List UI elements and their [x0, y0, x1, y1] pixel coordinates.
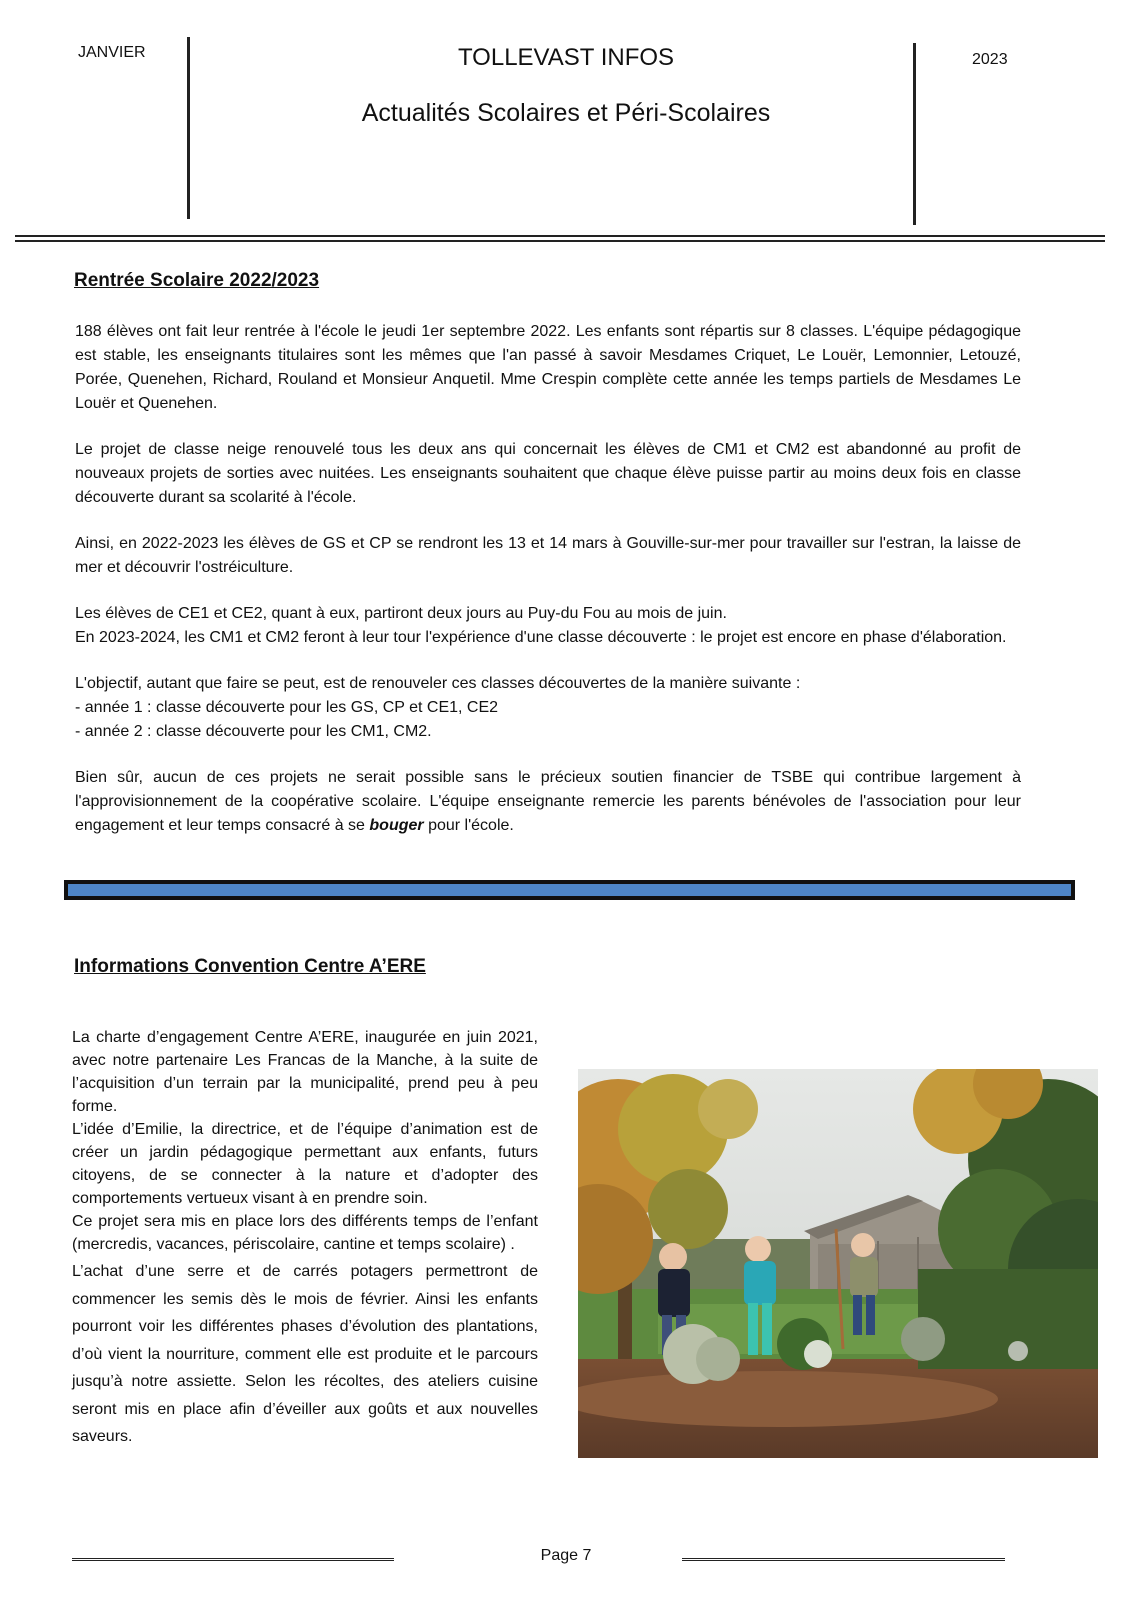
page-number: Page 7 — [540, 1547, 592, 1564]
paragraph-text: Bien sûr, aucun de ces projets ne serait possible sans le précieux soutien financier de TSBE qui contribue largement à l'approvisionnement de la coopérative scolaire. L'équipe enseignante remercie les parents bénévoles de l'association pour leur engagement et leur temps consacré à se — [75, 769, 1021, 834]
header-year: 2023 — [972, 51, 1008, 68]
paragraph: 188 élèves ont fait leur rentrée à l'école le jeudi 1er septembre 2022. Les enfants sont répartis sur 8 classes. L'équipe pédagogique est stable, les enseignants titulaires sont les mêmes que l'an passé à savoir Mesdames Criquet, Le Louër, Lemonnier, Letouzé, Porée, Quenehen, Richard, Rouland et Monsieur Anquetil. Mme Crespin complète cette année les temps partiels de Mesdames Le Louër et Quenehen. — [75, 323, 1021, 412]
section-body-rentree — [75, 320, 1021, 860]
emphasis-text: bouger — [369, 817, 424, 834]
paragraph: L'objectif, autant que faire se peut, est de renouveler ces classes découvertes de la manière suivante : — [75, 675, 801, 692]
paragraph-text: pour l'école. — [428, 817, 514, 834]
section-body-convention — [72, 1026, 538, 1451]
paragraph: L’achat d’une serre et de carrés potagers permettront de commencer les semis dès le mois de février. Ainsi les enfants pourront voir les différentes phases d’évolution des plantations, d’où vient la nourriture, comment elle est produite et le parcours jusqu’à notre assiette. Selon les récoltes, des ateliers cuisine seront mis en place afin d’éveiller aux goûts et aux nouvelles saveurs. — [72, 1263, 538, 1445]
section-heading-convention: Informations Convention Centre A’ERE — [74, 956, 426, 977]
section-separator-bar — [64, 880, 1075, 900]
paragraph: Ce projet sera mis en place lors des différents temps de l’enfant (mercredis, vacances, périscolaire, cantine et temps scolaire) . — [72, 1213, 538, 1253]
header-rule-second — [15, 240, 1105, 242]
newsletter-title: TOLLEVAST INFOS — [457, 44, 675, 71]
paragraph: La charte d’engagement Centre A’ERE, inaugurée en juin 2021, avec notre partenaire Les Francas de la Manche, à la suite de l’acquisition d’un terrain par la municipalité, prend peu à peu forme. — [72, 1029, 538, 1115]
section-heading-rentree: Rentrée Scolaire 2022/2023 — [74, 270, 320, 291]
text-block-top — [72, 1026, 538, 1256]
paragraph: Ainsi, en 2022-2023 les élèves de GS et CP se rendront les 13 et 14 mars à Gouville-sur-mer pour travailler sur l'estran, la laisse de mer et découvrir l'ostréiculture. — [75, 535, 1021, 576]
header-divider-right — [913, 43, 916, 225]
garden-children-photo — [578, 1069, 1098, 1458]
paragraph: Le projet de classe neige renouvelé tous les deux ans qui concernait les élèves de CM1 et CM2 est abandonné au profit de nouveaux projets de sorties avec nuitées. Les enseignants souhaitent que chaque élève puisse partir au moins deux fois en classe découverte durant sa scolarité à l'école. — [75, 441, 1021, 506]
footer-rule-right — [682, 1558, 1005, 1561]
paragraph: L’idée d’Emilie, la directrice, et de l’équipe d’animation est de créer un jardin pédagogique permettant aux enfants, futurs citoyens, de se connecter à la nature et d’adopter des comportements vertueux visant à en prendre soin. — [72, 1121, 538, 1207]
list-item: - année 1 : classe découverte pour les GS, CP et CE1, CE2 — [75, 699, 499, 716]
garden-photo-illustration — [578, 1069, 1098, 1458]
paragraph: Les élèves de CE1 et CE2, quant à eux, partiront deux jours au Puy-du Fou au mois de juin. — [75, 605, 727, 622]
paragraph — [75, 766, 1021, 838]
list-item: - année 2 : classe découverte pour les CM1, CM2. — [75, 723, 432, 740]
paragraph: En 2023-2024, les CM1 et CM2 feront à leur tour l'expérience d'une classe découverte : le projet est encore en phase d'élaboration. — [75, 629, 1007, 646]
newsletter-subtitle: Actualités Scolaires et Péri-Scolaires — [361, 99, 771, 127]
header-rule — [15, 235, 1105, 237]
header-month: JANVIER — [78, 44, 146, 61]
